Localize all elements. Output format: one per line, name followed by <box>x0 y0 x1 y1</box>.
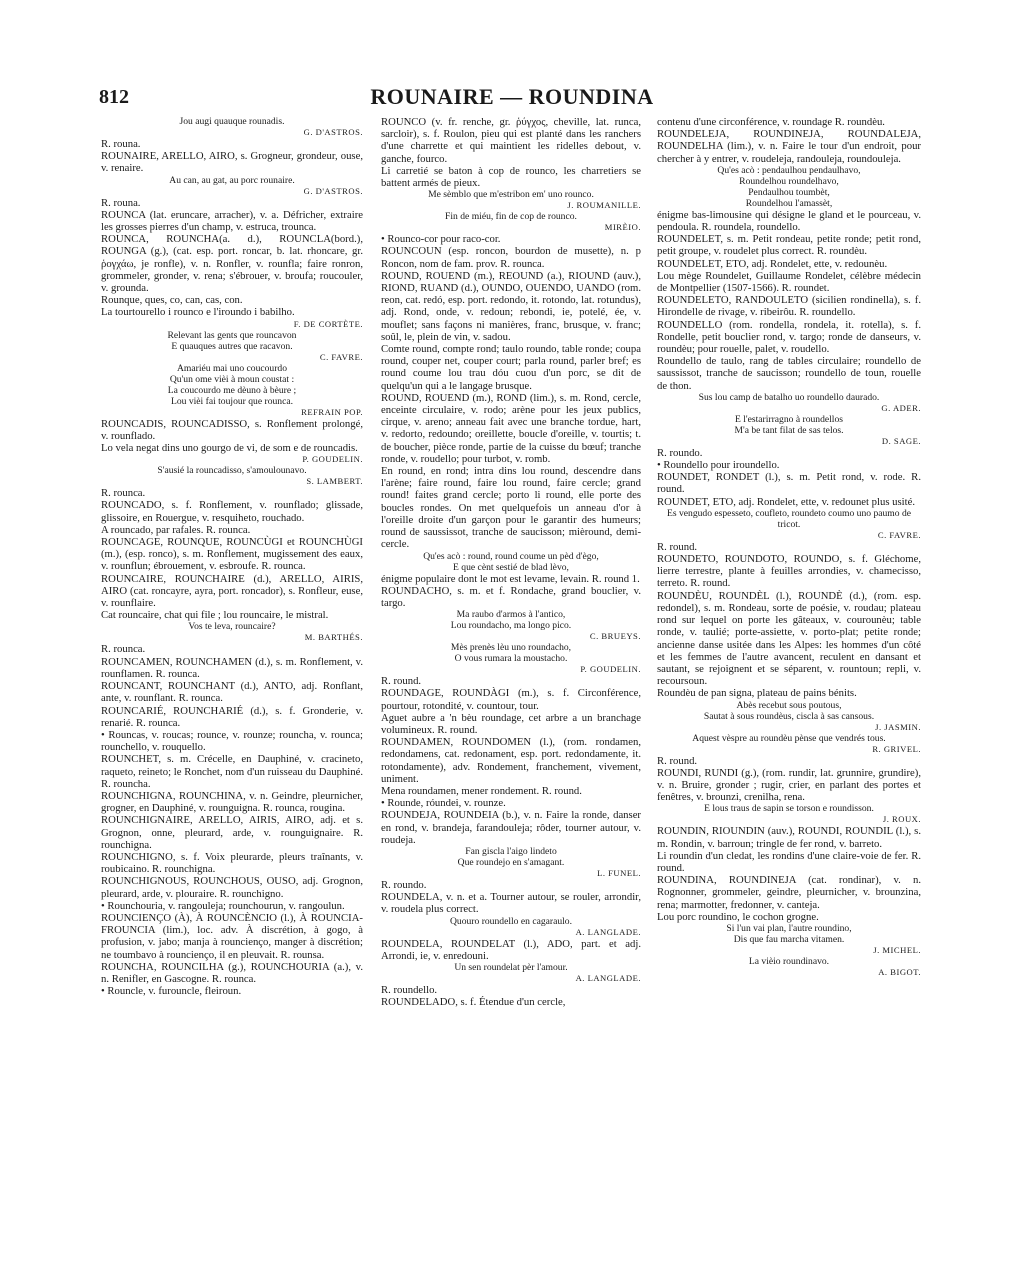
entry-paragraph: ROUNCAMEN, ROUNCHAMEN (d.), s. m. Ronflement, v. rounflamen. R. rounca. <box>101 655 366 680</box>
quotation: Me sèmblo que m'estribon em' uno rounco. <box>428 189 594 201</box>
entry-paragraph: Roundèu de pan signa, plateau de pains bénits. <box>657 687 857 700</box>
entry-paragraph: R. rouna. <box>101 196 141 209</box>
page-title: ROUNAIRE — ROUNDINA <box>370 84 654 109</box>
entry-paragraph: ROUND, ROUEND (m.), REOUND (a.), RIOUND (auv.), RIOND, RUAND (d.), OUNDO, OUENDO, UANDO (rom. reon, cat. redó, esp. port. redondo, it. rotondo, lat. rotundus), adj. Rond, onde, v. redoun; rebondi, ie, potelé, ée, v. mouflet; sans façons ni manières, franc, brusque, v. franc; soûl, le, plein de vin, v. sadou. <box>381 269 644 343</box>
entry-paragraph: ROUND, ROUEND (m.), ROND (lim.), s. m. Rond, cercle, enceinte circulaire, v. rodo; arène pour les jeux publics, cirque, v. areno; anneau fait avec une branche tordue, hart, v. redorto, redoundo; oreillette, boucle d'oreille, v. tourtis; t. de boucher, pièce ronde, partie de la cuisse du bœuf; tranche ronde, v. roudello; pour turbot, v. romb. <box>381 391 644 465</box>
quote-author: REFRAIN POP. <box>301 406 363 417</box>
quotation: Qu'es acò : round, round coume un pèd d'ègo, E que cènt sestié de blad lèvo, <box>423 550 599 573</box>
entry-paragraph: ROUNCA (lat. eruncare, arracher), v. a. Défricher, extraire les grosses pierres d'un champ, v. estruca, trounca. <box>101 208 366 234</box>
quotation: Abès recebut sous poutous, Sautat à sous roundèus, ciscla à sas cansous. <box>703 699 875 722</box>
entry-paragraph: ROUNCHET, s. m. Crécelle, en Dauphiné, v. cracineto, raqueto, reineto; le Ronchet, nom d'un ruisseau du Dauphiné. R. rouncha. <box>101 753 366 790</box>
quotation: Fin de miéu, fin de cop de rounco. <box>445 211 577 223</box>
quotation: E lous traus de sapin se torson e roundisson. <box>704 803 874 815</box>
entry-paragraph: R. round. <box>657 754 698 767</box>
quotation: Vos te leva, rouncaire? <box>188 621 276 633</box>
entry-paragraph: Li carretié se baton à cop de rounco, les charretiers se battent armés de pieux. <box>381 164 644 190</box>
entry-paragraph: ROUNCADO, s. f. Ronflement, v. rounflado; glissade, glissoire, en Rouergue, v. resquiheto, rouchado. <box>101 499 366 524</box>
entry-paragraph: Aguet aubre a 'n bèu roundage, cet arbre a un branchage volumineux. R. round. <box>381 711 644 736</box>
entry-paragraph: R. roundo. <box>657 446 703 459</box>
quote-author: C. FAVRE. <box>319 351 363 362</box>
entry-paragraph: Lou mège Roundelet, Guillaume Rondelet, célèbre médecin de Montpellier (1507-1566). R. roundet. <box>657 269 924 295</box>
entry-paragraph: • Rouncle, v. furouncle, fleiroun. <box>101 985 242 998</box>
entry-paragraph: ROUNCHA, ROUNCILHA (g.), ROUNCHOURIA (a.), v. n. Renifler, en Gascogne. R. rounca. <box>101 960 366 985</box>
quotation: Mès prenès lèu uno roundacho, O vous rumara la moustacho. <box>450 642 572 665</box>
entry-paragraph: R. roundello. <box>381 983 438 996</box>
quote-author: J. ROUMANILLE. <box>567 200 641 211</box>
quote-author: A. LANGLADE. <box>575 926 641 937</box>
entry-paragraph: contenu d'une circonférence, v. roundage R. roundèu. <box>657 116 885 128</box>
quotation: Qu'es acò : pendaulhou pendaulhavo, Roundelhou roundelhavo, Pendaulhou toumbèt, Roundelhou l'amassèt, <box>717 164 861 209</box>
quotation: E l'estarirragno à roundellos M'a be tant filat de sas telos. <box>734 413 844 436</box>
entry-paragraph: ROUNCO (v. fr. renche, gr. ῥύγχος, cheville, lat. runca, sarcloir), s. f. Roulon, pieu qui est planté dans les ranchers d'une charrette et qui maintient les ridelles debout, v. ganche, fourco. <box>381 116 644 165</box>
entry-paragraph: ROUNDEJA, ROUNDEIA (b.), v. n. Faire la ronde, danser en rond, v. brandeja, farandouleja; rôder, tourner autour, v. roudeja. <box>381 809 644 846</box>
entry-paragraph: ROUNDETO, ROUNDOTO, ROUNDO, s. f. Gléchome, lierre terrestre, plante à feuilles arrondies, v. chamecisso, terreto. R. round. <box>657 553 924 590</box>
entry-paragraph: ROUNCHIGNA, ROUNCHINA, v. n. Geindre, pleurnicher, grogner, en Dauphiné, v. rounguigna. R. rounca, rougina. <box>101 789 366 815</box>
entry-paragraph: Lo vela negat dins uno gourgo de vi, de som e de rouncadis. <box>101 442 358 455</box>
entry-paragraph: ROUNCA, ROUNCHA(a. d.), ROUNCLA(bord.), ROUNGA (g.), (cat. esp. port. roncar, b. lat. rhoncare, gr. ῥογχάω, je ronfle), v. n. Ronfler, v. rounfla; faire ronron, grommeler, gronder, v. rena; s'ébrouer, v. broufa; roucouler, v. grounda. <box>101 233 366 295</box>
quote-author: D. SAGE. <box>881 435 921 446</box>
quotation: Quouro roundello en cagaraulo. <box>449 915 572 927</box>
entry-paragraph: • Rounco-cor pour raco-cor. <box>381 233 501 246</box>
entry-paragraph: • Roundello pour iroundello. <box>657 459 780 472</box>
entry-paragraph: A rouncado, par rafales. R. rounca. <box>101 523 251 536</box>
quotation: Ma raubo d'armos à l'antico, Lou roundacho, ma longo pico. <box>450 609 572 632</box>
quote-author: C. FAVRE. <box>877 529 921 540</box>
entry-paragraph: R. round. <box>657 540 698 553</box>
entry-paragraph: ROUNDINA, ROUNDINEJA (cat. rondinar), v. n. Rognonner, grommeler, geindre, pleurnicher, v. brounzina, rena; marmotter, fredonner, v. canteja. <box>657 874 924 911</box>
entry-paragraph: ROUNCHIGNOUS, ROUNCHOUS, OUSO, adj. Grognon, pleurard, arde, v. plouraire. R. rounchigno. <box>101 875 366 900</box>
quote-author: M. BARTHÉS. <box>304 632 363 643</box>
entry-paragraph: R. rounca. <box>101 643 146 656</box>
entry-paragraph: ROUNAIRE, ARELLO, AIRO, s. Grogneur, grondeur, ouse, v. renaire. <box>101 150 366 175</box>
quotation: Aquest vèspre au roundèu pènse que vendrés tous. <box>692 732 886 744</box>
page-header <box>0 84 1024 114</box>
entry-paragraph: ROUNDET, ETO, adj. Rondelet, ette, v. redounet plus usité. <box>657 495 916 508</box>
entry-paragraph: ROUNDAMEN, ROUNDOMEN (l.), (rom. rondamen, redondamens, cat. redonament, esp. port. redondamente, it. rotondamente), adv. Rondement, franchement, vivement, uniment. <box>381 736 644 785</box>
entry-paragraph: R. rouna. <box>101 138 141 150</box>
entry-paragraph: • Rouncas, v. roucas; rounce, v. rounze; rouncha, v. rounca; rounchello, v. rouquello. <box>101 728 366 754</box>
entry-paragraph: • Rounde, róundei, v. rounze. <box>381 797 506 810</box>
quote-author: J. MICHEL. <box>873 944 921 955</box>
quotation: Un sen roundelat pèr l'amour. <box>454 961 568 973</box>
quote-author: MIRÈIO. <box>604 222 641 233</box>
quote-author: F. DE CORTÈTE. <box>293 318 363 329</box>
quote-author: R. GRIVEL. <box>872 743 921 754</box>
quote-author: J. JASMIN. <box>875 721 921 732</box>
entry-paragraph: Li roundin d'un cledat, les rondins d'une claire-voie de fer. R. round. <box>657 849 924 874</box>
entry-paragraph: ROUNDELADO, s. f. Étendue d'un cercle, <box>381 996 566 1009</box>
entry-paragraph: énigme populaire dont le mot est levame, levain. R. round 1. <box>381 572 640 585</box>
quote-author: P. GOUDELIN. <box>302 454 363 465</box>
entry-paragraph: R. roundo. <box>381 878 427 891</box>
page-number: 812 <box>99 86 129 108</box>
quote-author: G. D'ASTROS. <box>303 127 363 137</box>
quotation: Si l'un vai plan, l'autre roundino, Dis que fau marcha vitamen. <box>726 922 852 945</box>
entry-paragraph: ROUNDACHO, s. m. et f. Rondache, grand bouclier, v. targo. <box>381 584 644 609</box>
entry-paragraph: ROUNDIN, RIOUNDIN (auv.), ROUNDI, ROUNDIL (l.), s. m. Rondin, v. barroun; tringle de fer rond, v. barreto. <box>657 825 924 850</box>
entry-paragraph: ROUNCAGE, ROUNQUE, ROUNCÙGI et ROUNCHÙGI (m.), (esp. ronco), s. m. Ronflement, mugissement des eaux, v. rounflun; ébrouement, v. esbroufe. R. rounca. <box>101 536 366 573</box>
entry-paragraph: ROUNCOUN (esp. roncon, bourdon de musette), n. p Roncon, nom de fam. prov. R. rounca. <box>381 245 644 270</box>
entry-paragraph: ROUNCIENÇO (À), À ROUNCÈNCIO (l.), À ROUNCIA-FROUNCIA (lim.), loc. adv. À discrétion, à gogo, à profusion, v. jabo; manja à rouncienço, manger à discrétion; ne toumbavo à rouncienço, il en pleuvait. R. rounsa. <box>101 911 366 961</box>
quotation: Au can, au gat, au porc rounaire. <box>169 174 295 186</box>
entry-paragraph: ROUNDI, RUNDI (g.), (rom. rundir, lat. grunnire, grundire), v. n. Bruire, gronder ; rugir, crier, en parlant des portes et fenêtres, v. brounzi, crenilha, rena. <box>657 766 924 804</box>
quote-author: S. LAMBERT. <box>306 476 363 487</box>
quotation: Amariéu mai uno coucourdo Qu'un ome vièi à moun coustat : La coucourdo me dèuno à bèure ; Lou vièi fai toujour que rounca. <box>167 362 297 407</box>
entry-paragraph: ROUNDELA, ROUNDELAT (l.), ADO, part. et adj. Arrondi, ie, v. enredouni. <box>381 937 644 962</box>
quotation: Fan giscla l'aigo lindeto Que roundejo en s'amagant. <box>457 845 565 868</box>
entry-paragraph: ROUNCAIRE, ROUNCHAIRE (d.), ARELLO, AIRIS, AIRO (cat. roncayre, ayra, port. roncador), s. Ronfleur, euse, v. rounflaire. <box>101 572 366 610</box>
entry-paragraph: Lou porc roundino, le cochon grogne. <box>657 910 819 923</box>
quotation: Es vengudo espesseto, coufleto, roundeto coumo uno paumo de tricot. <box>666 507 912 530</box>
quote-author: A. BIGOT. <box>878 966 921 977</box>
entry-paragraph: Cat rouncaire, chat qui file ; lou rouncaire, le mistral. <box>101 609 329 622</box>
entry-paragraph: R. rounca. <box>101 487 146 500</box>
entry-paragraph: ROUNDELETO, RANDOULETO (sicilien rondinella), s. f. Hirondelle de rivage, v. ribeirôu. R. roundello. <box>657 294 924 319</box>
quotation: Relevant las gents que rouncavon E quauques autres que racavon. <box>167 329 297 352</box>
entry-paragraph: Rounque, ques, co, can, cas, con. <box>101 294 243 307</box>
entry-paragraph: • Rounchouria, v. rangouleja; rounchourun, v. rangoulun. <box>101 899 345 912</box>
quote-author: A. LANGLADE. <box>575 972 641 983</box>
quote-author: G. ADER. <box>881 402 921 413</box>
entry-paragraph: ROUNDELLO (rom. rondella, rondela, it. rotella), s. f. Rondelle, petit bouclier rond, v. targo; ronde de danseurs, v. roundèu; pour rouelle, palet, v. roudello. <box>657 318 924 356</box>
quotation: Jou augi quauque rounadis. <box>179 116 285 127</box>
column-1 <box>101 116 366 998</box>
entry-paragraph: ROUNDELA, v. n. et a. Tourner autour, se rouler, arrondir, v. roudela plus correct. <box>381 891 644 916</box>
quotation: Sus lou camp de batalho uo roundello daurado. <box>698 391 880 403</box>
entry-paragraph: ROUNCHIGNO, s. f. Voix pleurarde, pleurs traînants, v. roubicaino. R. rounchigna. <box>101 850 366 876</box>
entry-paragraph: ROUNDAGE, ROUNDÀGI (m.), s. f. Circonférence, pourtour, rotondité, v. countour, tour. <box>381 687 644 712</box>
entry-paragraph: ROUNCADIS, ROUNCADISSO, s. Ronflement prolongé, v. rounflado. <box>101 417 366 442</box>
entry-paragraph: ROUNDELET, ETO, adj. Rondelet, ette, v. redounèu. <box>657 257 888 270</box>
entry-paragraph: ROUNDET, RONDET (l.), s. m. Petit rond, v. rode. R. round. <box>657 471 924 496</box>
entry-paragraph: Roundello de taulo, rang de tables circulaire; roundello de saussissot, tranche de saucisson; roundello de toun, rouelle de thon. <box>657 355 924 392</box>
column-2 <box>381 116 644 1009</box>
entry-paragraph: En round, en rond; intra dins lou round, descendre dans l'arène; faire round, faire lou round, faire cercle; grand round! faites grand cercle; porto li round, elle porte des boucles rondes. On met quelquefois un anneau d'or à l'oreille droite d'un garçon pour le garantir des humeurs; round de saussissot, tranche de saucisson; mièround, demi-cercle. <box>381 465 644 551</box>
quotation: La vièio roundinavo. <box>748 955 830 967</box>
entry-paragraph: ROUNCHIGNAIRE, ARELLO, AIRIS, AIRO, adj. et s. Grognon, onne, pleurard, arde, v. rounguignaire. R. rounchigna. <box>101 814 366 851</box>
quote-author: P. GOUDELIN. <box>580 664 641 675</box>
quote-author: G. D'ASTROS. <box>303 185 363 196</box>
entry-paragraph: ROUNDÈU, ROUNDÈL (l.), ROUNDÈ (d.), (rom. esp. redondel), s. m. Rondeau, sorte de poésie, v. roudau; plateau rond sur lequel on porte les gâteaux, v. courounèu; table ronde, v. taulié; porte-assiette, v. porto-plat; petite ronde; ancienne danse usitée dans les Alpes: les hommes d'un côté et les femmes de l'autre avancent, reculent en dansant et sautant, se rejoignent et se séparent, v. rountoun; repli, v. recoursoun. <box>657 589 924 688</box>
entry-paragraph: R. round. <box>381 675 422 688</box>
entry-paragraph: ROUNCARIÉ, ROUNCHARIÉ (d.), s. f. Gronderie, v. renarié. R. rounca. <box>101 704 366 729</box>
column-3 <box>657 116 924 978</box>
entry-paragraph: ROUNDELEJA, ROUNDINEJA, ROUNDALEJA, ROUNDELHA (lim.), v. n. Faire le tour d'un endroit, pour chercher à y entrer, v. roudeleja, randouleja, roundouleja. <box>657 128 924 165</box>
quote-author: C. BRUEYS. <box>589 631 641 642</box>
quotation: S'ausié la rouncadisso, s'amoulounavo. <box>157 465 307 477</box>
entry-paragraph: énigme bas-limousine qui désigne le gland et le pourceau, v. pendoula. R. roundela, roundello. <box>657 208 924 234</box>
quote-author: J. ROUX. <box>882 814 921 825</box>
entry-paragraph: ROUNCANT, ROUNCHANT (d.), ANTO, adj. Ronflant, ante, v. rounflant. R. rounca. <box>101 680 366 705</box>
entry-paragraph: Comte round, compte rond; taulo roundo, table ronde; coupa round, couper net, couper court; parla round, parler bref; es round coume lou trau dóu cuou d'un porc, se dit de quelqu'un qui a le langage brusque. <box>381 343 644 392</box>
entry-paragraph: La tourtourello i rounco e l'iroundo i babilho. <box>101 306 295 319</box>
entry-paragraph: Mena roundamen, mener rondement. R. round. <box>381 784 582 797</box>
entry-paragraph: ROUNDELET, s. m. Petit rondeau, petite ronde; petit rond, petit groupe, v. roudelet plus correct. R. roundèu. <box>657 233 924 258</box>
quote-author: L. FUNEL. <box>597 867 641 878</box>
